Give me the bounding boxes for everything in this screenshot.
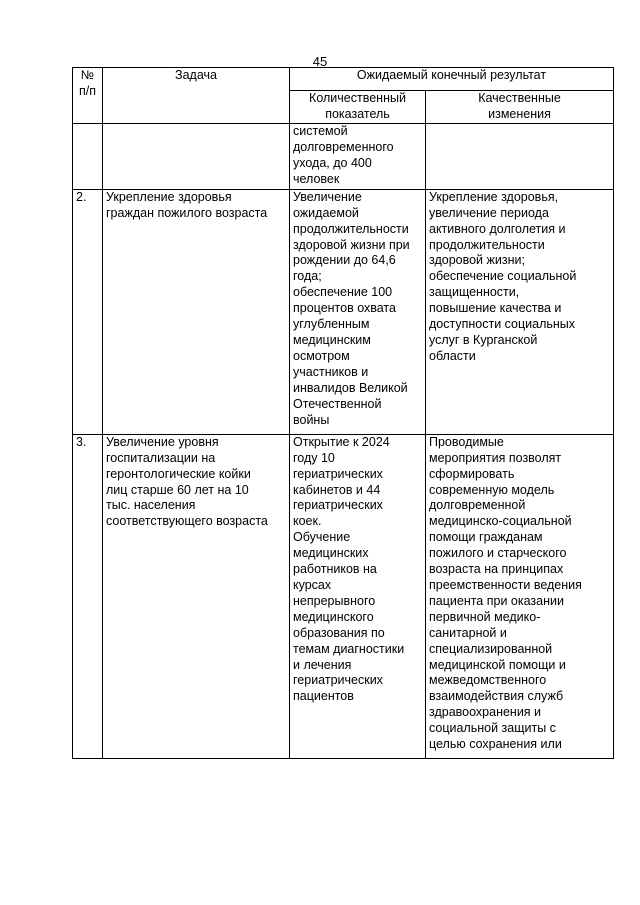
cell-task: Увеличение уровня госпитализации на геронтологические койки лиц старше 60 лет на 10 тыс. населения соответствующего возраста: [103, 434, 290, 758]
cell-task: [103, 123, 290, 189]
table-header-row: [73, 68, 614, 91]
header-task: Задача: [103, 68, 290, 124]
table-row-2: [73, 189, 614, 434]
cell-quantitative: Открытие к 2024 году 10 гериатрических кабинетов и 44 гериатрических коек. Обучение медицинских работников на курсах непрерывного медицинского образования по темам диагностики и лечения гериатрических пациентов: [290, 434, 426, 758]
page-number: 45: [312, 54, 328, 69]
cell-num: 2.: [73, 189, 103, 434]
header-num: № п/п: [73, 68, 103, 124]
cell-qualitative: [426, 123, 614, 189]
cell-quantitative: системой долговременного ухода, до 400 человек: [290, 123, 426, 189]
header-quantitative: Количественный показатель: [290, 91, 426, 124]
cell-quantitative: Увеличение ожидаемой продолжительности здоровой жизни при рождении до 64,6 года; обеспечение 100 процентов охвата углубленным медицинским осмотром участников и инвалидов Великой Отечественной войны: [290, 189, 426, 434]
cell-qualitative: Проводимые мероприятия позволят сформировать современную модель долговременной медицинско-социальной помощи гражданам пожилого и старческого возраста на принципах преемственности ведения пациента при оказании первичной медико- санитарной и специализированной медицинской помощи и межведомственного взаимодействия служб здравоохранения и социальной защиты с целью сохранения или: [426, 434, 614, 758]
cell-num: 3.: [73, 434, 103, 758]
header-qualitative: Качественные изменения: [426, 91, 614, 124]
header-expected-result: Ожидаемый конечный результат: [290, 68, 614, 91]
table-row-3: [73, 434, 614, 758]
cell-task: Укрепление здоровья граждан пожилого возраста: [103, 189, 290, 434]
cell-num: [73, 123, 103, 189]
cell-qualitative: Укрепление здоровья, увеличение периода активного долголетия и продолжительности здоровой жизни; обеспечение социальной защищенности, повышение качества и доступности социальных услуг в Курганской области: [426, 189, 614, 434]
table-row-continued: [73, 123, 614, 189]
results-table: [72, 67, 614, 759]
